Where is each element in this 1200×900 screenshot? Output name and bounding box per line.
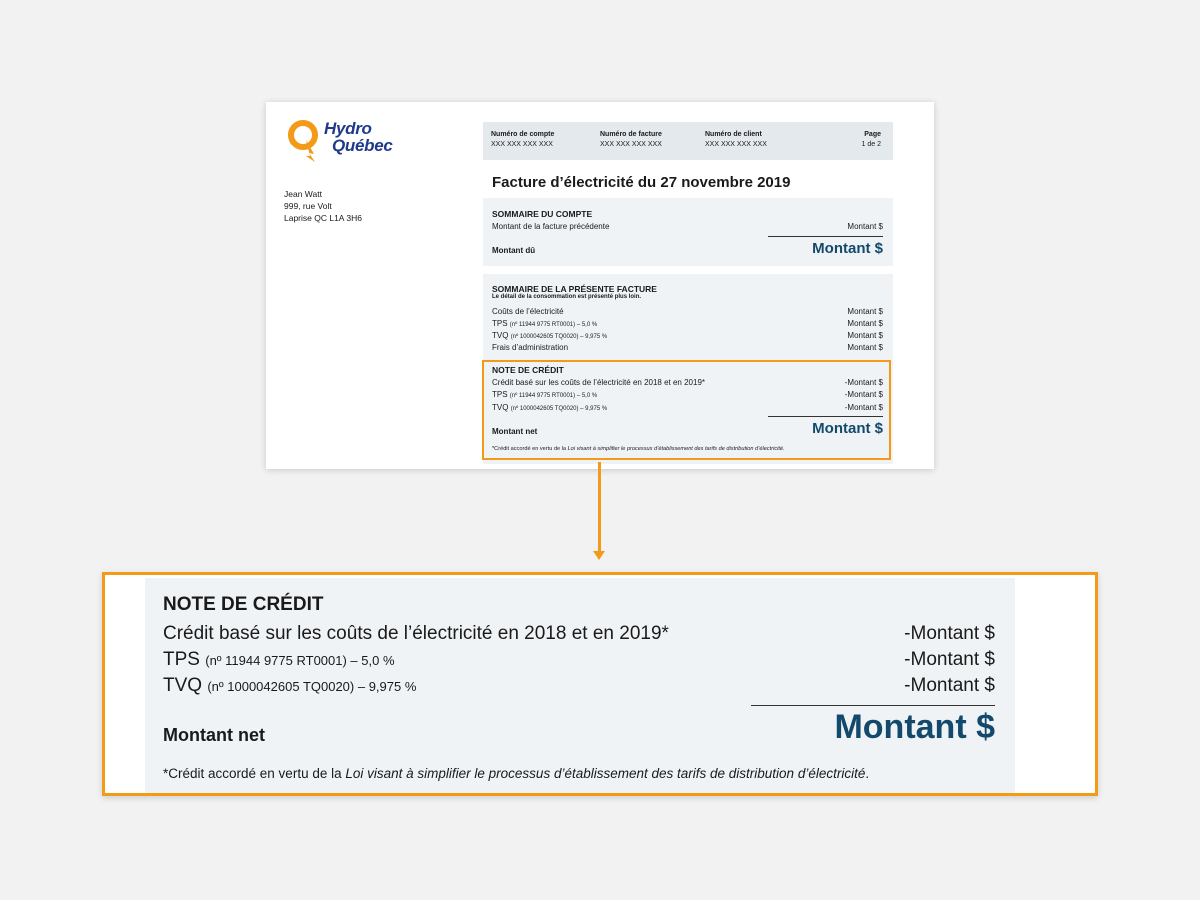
zoom-credit-row-label: TPS bbox=[163, 649, 200, 670]
zoom-credit-row-value: -Montant $ bbox=[904, 675, 995, 696]
account-number bbox=[491, 130, 554, 150]
footnote-law-name: Loi visant à simplifier le processus d’établissement des tarifs de distribution d’électricité bbox=[567, 446, 784, 452]
zoom-credit-row bbox=[163, 623, 995, 645]
zoom-credit-row-value: -Montant $ bbox=[904, 623, 995, 644]
q-logo-icon bbox=[286, 118, 326, 162]
credit-row-value: -Montant $ bbox=[844, 378, 883, 387]
page-label: Page bbox=[864, 131, 881, 138]
account-summary-box bbox=[483, 198, 893, 266]
invoice-row-value: Montant $ bbox=[847, 343, 883, 352]
invoice-row-value: Montant $ bbox=[847, 319, 883, 328]
invoice-summary-subheading: Le détail de la consommation est présenté plus loin. bbox=[492, 294, 642, 300]
invoice-row bbox=[492, 331, 883, 340]
net-amount-label: Montant net bbox=[492, 427, 538, 436]
credit-row-label: TPS bbox=[492, 390, 508, 399]
hydro-quebec-logo bbox=[286, 118, 416, 164]
summary-rule bbox=[768, 236, 883, 237]
invoice-number bbox=[600, 130, 662, 150]
logo-wordmark bbox=[324, 120, 393, 154]
net-amount-value: Montant $ bbox=[812, 420, 883, 437]
footnote-prefix: *Crédit accordé en vertu de la bbox=[492, 446, 568, 452]
credit-note-highlight bbox=[482, 360, 891, 460]
credit-note-zoom bbox=[102, 572, 1098, 796]
credit-note-heading: NOTE DE CRÉDIT bbox=[492, 365, 564, 375]
credit-note-zoom-panel bbox=[145, 578, 1015, 793]
zoom-credit-rule bbox=[751, 705, 995, 706]
invoice-number-label: Numéro de facture bbox=[600, 131, 662, 138]
zoom-net-amount-value: Montant $ bbox=[834, 708, 995, 746]
invoice-row bbox=[492, 307, 883, 316]
arrow-down-icon bbox=[593, 551, 605, 560]
zoom-footnote-law-name: Loi visant à simplifier le processus d’établissement des tarifs de distribution d’électricité bbox=[345, 766, 866, 781]
client-number-value: XXX XXX XXX XXX bbox=[705, 141, 767, 148]
invoice-summary-heading: SOMMAIRE DE LA PRÉSENTE FACTURE bbox=[492, 284, 657, 294]
previous-invoice-value: Montant $ bbox=[847, 222, 883, 231]
credit-row-label: Crédit basé sur les coûts de l’électricité en 2018 et en 2019* bbox=[492, 378, 706, 387]
page-value: 1 de 2 bbox=[861, 141, 881, 148]
footnote-suffix: . bbox=[783, 446, 785, 452]
zoom-net-amount-label: Montant net bbox=[163, 725, 265, 745]
zoom-credit-row-detail: (nº 1000042605 TQ0020) – 9,975 % bbox=[207, 679, 417, 694]
page-indicator bbox=[862, 130, 881, 150]
zoom-credit-heading: NOTE DE CRÉDIT bbox=[163, 594, 324, 615]
zoom-credit-row-label: TVQ bbox=[163, 675, 203, 696]
zoom-credit-row-label: Crédit basé sur les coûts de l’électricité en 2018 et en 2019* bbox=[163, 623, 669, 644]
account-summary-heading: SOMMAIRE DU COMPTE bbox=[492, 209, 593, 219]
invoice-row-value: Montant $ bbox=[847, 331, 883, 340]
invoice-row-detail: (nº 1000042605 TQ0020) – 9,975 % bbox=[510, 334, 608, 340]
credit-row-label: TVQ bbox=[492, 403, 509, 412]
invoice-number-value: XXX XXX XXX XXX bbox=[600, 141, 662, 148]
zoom-credit-row bbox=[163, 675, 995, 697]
invoice-header-bar bbox=[483, 122, 893, 160]
amount-due-label: Montant dû bbox=[492, 246, 536, 255]
zoom-footnote-suffix: . bbox=[865, 766, 870, 781]
invoice-row bbox=[492, 319, 883, 328]
amount-due-value: Montant $ bbox=[812, 240, 883, 257]
zoom-credit-row-detail: (nº 11944 9775 RT0001) – 5,0 % bbox=[205, 653, 395, 668]
customer-city: Laprise QC L1A 3H6 bbox=[284, 213, 362, 223]
zoom-footnote-prefix: *Crédit accordé en vertu de la bbox=[163, 766, 346, 781]
credit-row-detail: (nº 11944 9775 RT0001) – 5,0 % bbox=[509, 393, 598, 399]
invoice-title: Facture d’électricité du 27 novembre 2019 bbox=[492, 174, 791, 191]
account-number-value: XXX XXX XXX XXX bbox=[491, 141, 553, 148]
client-number-label: Numéro de client bbox=[705, 131, 762, 138]
account-number-label: Numéro de compte bbox=[491, 131, 555, 138]
previous-invoice-row bbox=[492, 222, 883, 231]
invoice-row-label: Coûts de l’électricité bbox=[492, 307, 564, 316]
invoice-row-label: Frais d’administration bbox=[492, 343, 569, 352]
logo-line-1: Hydro bbox=[324, 119, 372, 138]
customer-street: 999, rue Volt bbox=[284, 201, 332, 211]
zoom-credit-row bbox=[163, 649, 995, 671]
invoice-row-detail: (nº 11944 9775 RT0001) – 5,0 % bbox=[509, 322, 598, 328]
invoice-row-value: Montant $ bbox=[847, 307, 883, 316]
previous-invoice-label: Montant de la facture précédente bbox=[492, 222, 610, 231]
zoom-arrow-line bbox=[598, 462, 601, 554]
zoom-credit-footnote bbox=[163, 766, 995, 781]
invoice-row bbox=[492, 343, 883, 352]
invoice-row-label: TPS bbox=[492, 319, 508, 328]
credit-row-value: -Montant $ bbox=[844, 390, 883, 399]
customer-address bbox=[284, 188, 362, 224]
customer-name: Jean Watt bbox=[284, 189, 322, 199]
client-number bbox=[705, 130, 767, 150]
invoice-sheet bbox=[266, 102, 934, 469]
zoom-credit-row-value: -Montant $ bbox=[904, 649, 995, 670]
credit-row-detail: (nº 1000042605 TQ0020) – 9,975 % bbox=[510, 406, 608, 412]
invoice-row-label: TVQ bbox=[492, 331, 509, 340]
logo-line-2: Québec bbox=[332, 136, 393, 155]
credit-row-value: -Montant $ bbox=[844, 403, 883, 412]
